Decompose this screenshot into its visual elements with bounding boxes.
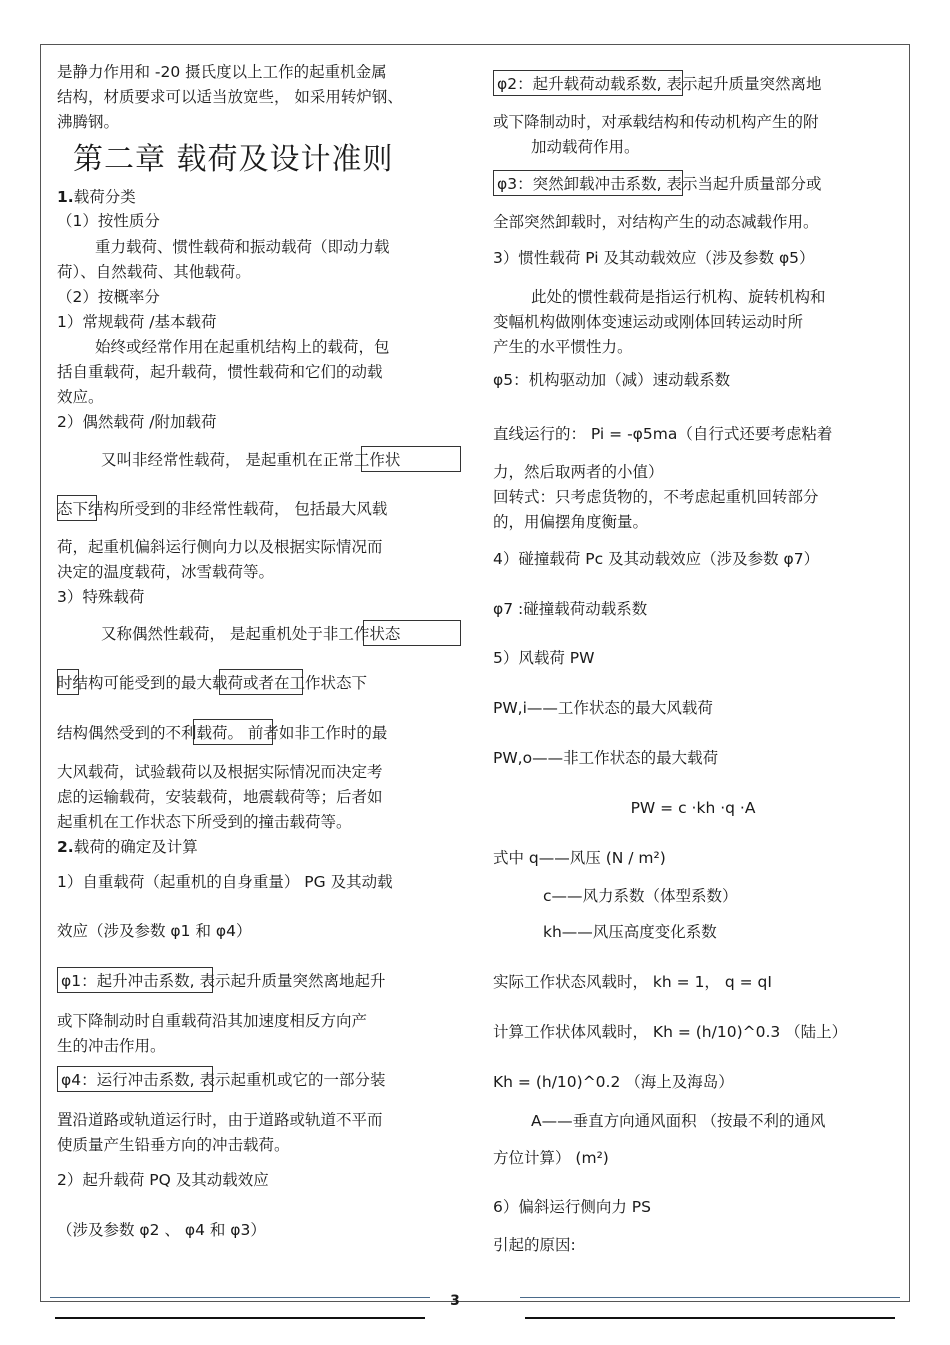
text-line: 是静力作用和 -20 摄氏度以上工作的起重机金属 xyxy=(57,63,387,81)
section-number: 2. xyxy=(57,838,74,856)
text-line: 沸腾钢。 xyxy=(57,113,120,131)
text-line: 3）惯性载荷 Pi 及其动载效应（涉及参数 φ5） xyxy=(493,249,815,267)
text-line: 4）碰撞载荷 Pc 及其动载效应（涉及参数 φ7） xyxy=(493,550,820,568)
term-label xyxy=(61,971,385,991)
text-line: 此处的惯性载荷是指运行机构、旋转机构和 xyxy=(531,288,826,306)
section-title: 载荷的确定及计算 xyxy=(73,838,198,856)
text-line: 重力载荷、惯性载荷和振动载荷（即动力载 xyxy=(95,238,390,256)
text-line: （涉及参数 φ2 、 φ4 和 φ3） xyxy=(57,1221,266,1239)
formula-wind-load: PW = c ·kh ·q ·A xyxy=(630,799,756,817)
term-description: 表示当起升质量部分或 xyxy=(661,175,822,193)
term-description: 表示起升质量突然离地起升 xyxy=(194,972,386,990)
text-line: PW,i——工作状态的最大风载荷 xyxy=(493,699,713,717)
section-heading xyxy=(57,837,198,857)
text-line: 的，用偏摆角度衡量。 xyxy=(493,513,649,531)
text-line: 又叫非经常性载荷， 是起重机在正常工作状 xyxy=(101,451,401,469)
text-line: 力，然后取两者的小值） xyxy=(493,463,664,481)
text-line: 括自重载荷，起升载荷，惯性载荷和它们的动载 xyxy=(57,363,383,381)
term-description: 表示起升质量突然离地 xyxy=(661,75,822,93)
term-text: φ1：起升冲击系数, xyxy=(61,972,195,990)
text-line: 方位计算） (m²) xyxy=(493,1149,609,1167)
text-line: （1）按性质分 xyxy=(57,212,160,230)
text-line: 变幅机构做刚体变速运动或刚体回转运动时所 xyxy=(493,313,804,331)
text-line: φ5：机构驱动加（减）速动载系数 xyxy=(493,371,731,389)
text-line: 态下结构所受到的非经常性载荷， 包括最大风载 xyxy=(57,500,388,518)
footer-rule-right xyxy=(525,1317,895,1319)
term-label xyxy=(61,1070,385,1090)
text-line: 荷，起重机偏斜运行侧向力以及根据实际情况而 xyxy=(57,538,383,556)
term-description: 表示起重机或它的一部分装 xyxy=(194,1071,386,1089)
text-line: （2）按概率分 xyxy=(57,288,160,306)
term-text: φ2：起升载荷动载系数, xyxy=(497,75,662,93)
text-line: 加动载荷作用。 xyxy=(531,138,640,156)
text-line: 引起的原因: xyxy=(493,1236,576,1254)
text-line: 始终或经常作用在起重机结构上的载荷，包 xyxy=(95,338,390,356)
section-heading xyxy=(57,187,136,207)
page-number: 3 xyxy=(450,1293,460,1309)
text-line: 大风载荷，试验载荷以及根据实际情况而决定考 xyxy=(57,763,383,781)
text-line: PW,o——非工作状态的最大载荷 xyxy=(493,749,719,767)
text-line: 荷）、自然载荷、其他载荷。 xyxy=(57,263,251,281)
text-line: 全部突然卸载时，对结构产生的动态减载作用。 xyxy=(493,213,819,231)
text-line: 起重机在工作状态下所受到的撞击载荷等。 xyxy=(57,813,352,831)
text-line: 3）特殊载荷 xyxy=(57,588,145,606)
footer-decoration-left xyxy=(50,1297,430,1298)
text-line: 式中 q——风压 (N / m²) xyxy=(493,849,666,867)
text-line: c——风力系数（体型系数） xyxy=(543,887,738,905)
term-text: φ4：运行冲击系数, xyxy=(61,1071,195,1089)
text-line: 效应（涉及参数 φ1 和 φ4） xyxy=(57,922,252,940)
text-line: 2）偶然载荷 /附加载荷 xyxy=(57,413,217,431)
text-line: 产生的水平惯性力。 xyxy=(493,338,633,356)
text-line: 又称偶然性载荷， 是起重机处于非工作状态 xyxy=(101,625,401,643)
text-line: φ7 :碰撞载荷动载系数 xyxy=(493,600,648,618)
footer-rule-left xyxy=(55,1317,425,1319)
text-line: kh——风压高度变化系数 xyxy=(543,923,717,941)
footer-decoration-right xyxy=(520,1297,900,1298)
term-label xyxy=(497,174,821,194)
text-line: 结构偶然受到的不利载荷。 前者如非工作时的最 xyxy=(57,724,388,742)
text-line: 2）起升载荷 PQ 及其动载效应 xyxy=(57,1171,269,1189)
text-line: Kh = (h/10)^0.2 （海上及海岛） xyxy=(493,1073,734,1091)
text-line: 效应。 xyxy=(57,388,104,406)
text-line: 6）偏斜运行侧向力 PS xyxy=(493,1198,651,1216)
term-text: φ3：突然卸载冲击系数, xyxy=(497,175,662,193)
text-line: 置沿道路或轨道运行时，由于道路或轨道不平而 xyxy=(57,1111,383,1129)
text-line: 5）风载荷 PW xyxy=(493,649,595,667)
chapter-title: 第二章 载荷及设计准则 xyxy=(73,142,394,177)
section-number: 1. xyxy=(57,188,74,206)
text-line: 计算工作状体风载时， Kh = (h/10)^0.3 （陆上） xyxy=(493,1023,848,1041)
text-line: 实际工作状态风载时， kh = 1， q = qI xyxy=(493,973,772,991)
term-label xyxy=(497,74,821,94)
text-line: 时结构可能受到的最大载荷或者在工作状态下 xyxy=(57,674,368,692)
text-line: 虑的运输载荷，安装载荷，地震载荷等；后者如 xyxy=(57,788,383,806)
text-line: 决定的温度载荷，冰雪载荷等。 xyxy=(57,563,275,581)
text-line: 直线运行的： Pi = -φ5ma（自行式还要考虑粘着 xyxy=(493,425,833,443)
text-line: 或下降制动时，对承载结构和传动机构产生的附 xyxy=(493,113,819,131)
text-line: 使质量产生铅垂方向的冲击载荷。 xyxy=(57,1136,290,1154)
text-line: 或下降制动时自重载荷沿其加速度相反方向产 xyxy=(57,1012,368,1030)
section-title: 载荷分类 xyxy=(73,188,136,206)
text-line: 结构，材质要求可以适当放宽些， 如采用转炉钢、 xyxy=(57,88,403,106)
text-line: A——垂直方向通风面积 （按最不利的通风 xyxy=(531,1112,826,1130)
text-line: 生的冲击作用。 xyxy=(57,1037,166,1055)
text-line: 回转式：只考虑货物的，不考虑起重机回转部分 xyxy=(493,488,819,506)
text-line: 1）常规载荷 /基本载荷 xyxy=(57,313,217,331)
text-line: 1）自重载荷（起重机的自身重量） PG 及其动载 xyxy=(57,873,393,891)
